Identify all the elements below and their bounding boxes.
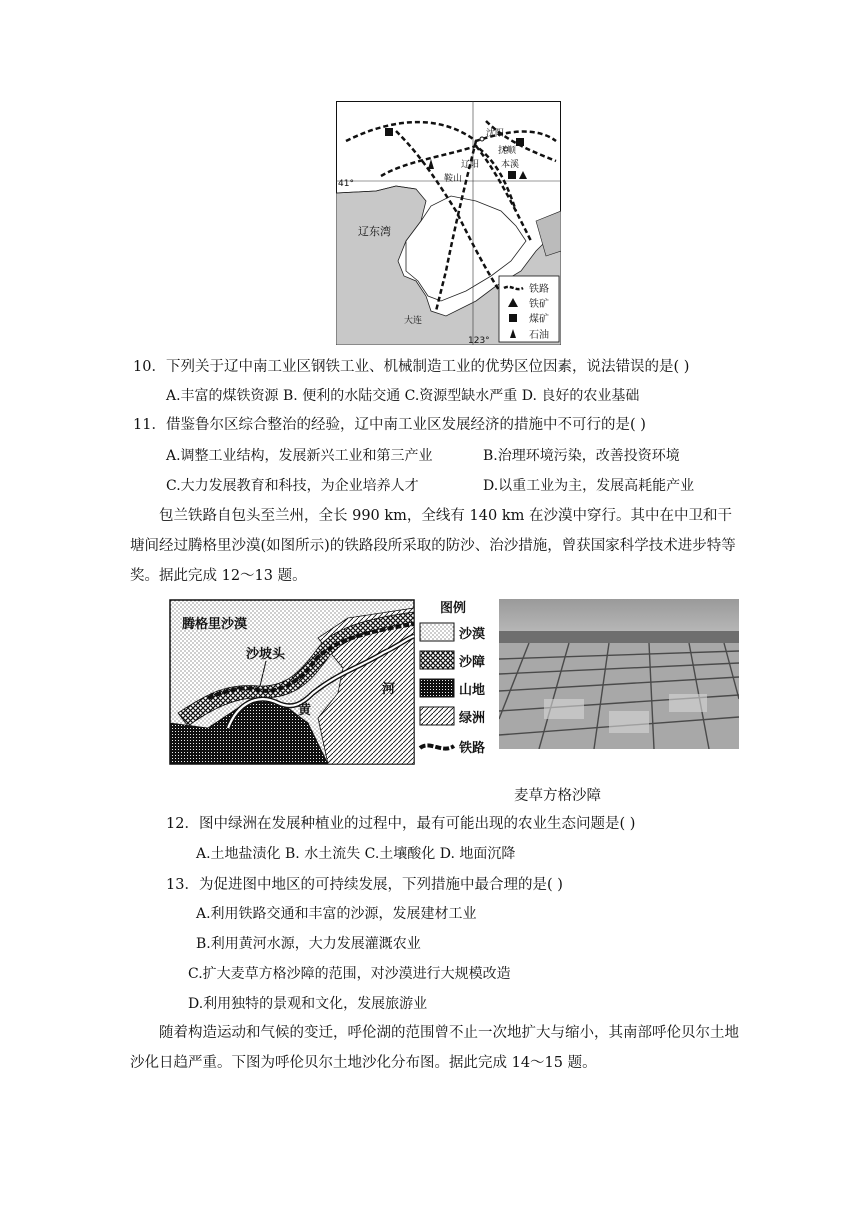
svg-text:41°: 41°: [338, 179, 354, 189]
svg-text:鞍山: 鞍山: [444, 174, 463, 184]
question-10-options: A.丰富的煤铁资源 B. 便利的水陆交通 C.资源型缺水严重 D. 良好的农业基础: [166, 388, 640, 404]
tengger-desert-map: [168, 598, 498, 768]
svg-text:煤矿: 煤矿: [529, 314, 549, 325]
svg-text:沙障: 沙障: [459, 655, 486, 670]
svg-text:沙漠: 沙漠: [459, 627, 486, 642]
passage-hulun-lake: 随着构造运动和气候的变迁，呼伦湖的范围曾不止一次地扩大与缩小，其南部呼伦贝尔土地沙化日趋严重。下图为呼伦贝尔土地沙化分布图。据此完成 14～15 题。: [130, 1025, 739, 1071]
question-11-stem: 11．借鉴鲁尔区综合整治的经验，辽中南工业区发展经济的措施中不可行的是( ): [133, 417, 646, 433]
svg-text:沙坡头: 沙坡头: [246, 647, 286, 662]
svg-text:123°: 123°: [468, 336, 490, 345]
svg-text:河: 河: [382, 682, 396, 697]
question-12-stem: 12．图中绿洲在发展种植业的过程中，最有可能出现的农业生态问题是( ): [166, 816, 636, 832]
question-11-option-a: A.调整工业结构，发展新兴工业和第三产业: [166, 448, 433, 464]
svg-text:辽东湾: 辽东湾: [358, 225, 391, 238]
svg-text:抚顺: 抚顺: [498, 146, 517, 156]
straw-checkerboard-photo: [499, 599, 739, 749]
svg-text:腾格里沙漠: 腾格里沙漠: [182, 617, 248, 632]
svg-text:本溪: 本溪: [501, 160, 520, 170]
question-12-options: A.土地盐渍化 B. 水土流失 C.土壤酸化 D. 地面沉降: [196, 846, 516, 862]
coal-icon: [516, 138, 524, 146]
question-11-option-b: B.治理环境污染，改善投资环境: [483, 448, 680, 464]
svg-text:大连: 大连: [404, 316, 423, 326]
coal-icon: [508, 171, 516, 179]
question-11-option-d: D.以重工业为主，发展高耗能产业: [483, 478, 695, 494]
svg-text:山地: 山地: [459, 683, 486, 698]
passage-baolan-railway: 包兰铁路自包头至兰州，全长 990 km，全线有 140 km 在沙漠中穿行。其中在中卫和干塘间经过腾格里沙漠(如图所示)的铁路段所采取的防沙、治沙措施，曾获国家科学技术进步特等奖。据此完成 12～13 题。: [130, 508, 736, 584]
svg-text:绿洲: 绿洲: [459, 711, 486, 726]
question-13-option-c: C.扩大麦草方格沙障的范围，对沙漠进行大规模改造: [188, 966, 511, 982]
photo-caption: 麦草方格沙障: [514, 788, 601, 804]
question-13-option-b: B.利用黄河水源，大力发展灌溉农业: [196, 936, 421, 952]
svg-text:黄: 黄: [298, 703, 312, 718]
question-11-option-c: C.大力发展教育和科技，为企业培养人才: [166, 478, 419, 494]
question-13-stem: 13．为促进图中地区的可持续发展，下列措施中最合理的是( ): [166, 877, 563, 893]
liaozhongnan-map: [336, 101, 561, 345]
svg-text:石油: 石油: [529, 330, 549, 341]
svg-text:铁路: 铁路: [459, 741, 486, 756]
svg-text:铁路: 铁路: [529, 284, 549, 295]
svg-text:铁矿: 铁矿: [529, 299, 549, 310]
svg-text:沈阳: 沈阳: [486, 129, 505, 139]
question-13-option-d: D.利用独特的景观和文化，发展旅游业: [188, 996, 428, 1012]
question-13-option-a: A.利用铁路交通和丰富的沙源，发展建材工业: [196, 906, 477, 922]
coal-icon: [385, 128, 393, 136]
question-10-stem: 10．下列关于辽中南工业区钢铁工业、机械制造工业的优势区位因素，说法错误的是( ): [133, 359, 690, 375]
svg-text:辽阳: 辽阳: [461, 160, 480, 170]
svg-text:图例: 图例: [440, 601, 467, 616]
